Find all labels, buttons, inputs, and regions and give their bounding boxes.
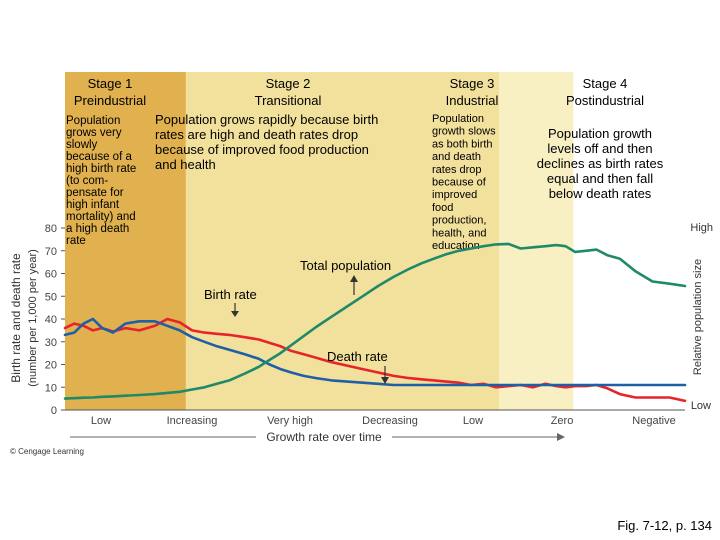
stage-2-subtitle: Transitional xyxy=(254,93,322,108)
stage-1-name: Stage 1 xyxy=(87,76,133,91)
stage-3-description-line: rates drop xyxy=(432,163,482,176)
stage-3-description-line: production, xyxy=(432,214,487,227)
stage-1-description-line: high infant xyxy=(66,199,120,211)
right-axis-low-label: Low xyxy=(690,400,711,412)
stage-1-description-line: (to com- xyxy=(66,175,109,187)
stage-4-description-line: below death rates xyxy=(548,186,652,201)
stage-3-description-line: growth slows xyxy=(432,125,496,138)
y-tick-label: 10 xyxy=(44,382,57,395)
stage-2-name: Stage 2 xyxy=(265,76,311,91)
x-category-label: Increasing xyxy=(166,415,218,427)
y-tick-label: 60 xyxy=(44,268,57,281)
stage-4-subtitle: Postindustrial xyxy=(565,93,645,108)
stage-3-description-line: Population xyxy=(432,113,484,125)
annotation-total-population: Total population xyxy=(300,258,392,273)
y-tick-label: 30 xyxy=(44,336,57,349)
annotation-death-rate: Death rate xyxy=(327,349,388,364)
y-tick-label: 40 xyxy=(44,314,57,326)
stage-1-description-line: because of a xyxy=(66,151,132,163)
stage-3-description-line: as both birth xyxy=(432,138,493,151)
stage-4-name: Stage 4 xyxy=(582,76,628,91)
stage-2-description-line: and health xyxy=(155,157,216,172)
x-category-label: Very high xyxy=(267,415,313,427)
stage-3-description-line: education xyxy=(432,240,480,252)
stage-1-description-line: slowly xyxy=(66,139,98,151)
y-tick-label: 70 xyxy=(44,245,57,258)
stage-4-description-line: declines as birth rates xyxy=(536,156,664,171)
y-tick-label: 0 xyxy=(50,405,57,417)
stage-4-description-line: levels off and then xyxy=(547,141,653,156)
figure-caption: Fig. 7-12, p. 134 xyxy=(617,518,712,533)
x-category-label: Low xyxy=(90,415,112,427)
stage-band-3 xyxy=(499,72,573,410)
right-axis-high-label: High xyxy=(690,222,713,234)
stage-4-description-line: Population growth xyxy=(547,126,653,141)
x-axis-arrowhead xyxy=(557,433,565,441)
annotation-birth-rate: Birth rate xyxy=(204,287,257,302)
stage-3-description-line: and death xyxy=(432,151,481,164)
stage-1-description-line: rate xyxy=(66,235,86,247)
right-axis-label: Relative population size xyxy=(692,258,704,376)
y-tick-label: 80 xyxy=(44,223,57,235)
stage-2-description-line: rates are high and death rates drop xyxy=(155,127,359,142)
stage-1-description-line: grows very xyxy=(66,127,122,139)
stage-band-4 xyxy=(573,72,685,410)
y-axis-label-line-2: (number per 1,000 per year) xyxy=(27,249,39,387)
stage-2-description-line: because of improved food production xyxy=(155,142,369,157)
stage-2-description-line: Population grows rapidly because birth xyxy=(155,112,379,127)
credit-text: © Cengage Learning xyxy=(10,447,84,456)
stage-4-description-line: equal and then fall xyxy=(546,171,654,186)
stage-1-subtitle: Preindustrial xyxy=(73,93,147,108)
stage-3-description-line: health, and xyxy=(432,227,487,240)
stage-1-description-line: mortality) and xyxy=(66,211,136,223)
stage-3-name: Stage 3 xyxy=(449,76,495,91)
stage-3-description-line: improved xyxy=(432,189,478,202)
x-category-label: Decreasing xyxy=(362,415,418,427)
y-tick-label: 50 xyxy=(44,291,57,304)
stage-1-description-line: Population xyxy=(66,115,121,127)
x-axis-title: Growth rate over time xyxy=(266,430,382,444)
y-tick-label: 20 xyxy=(44,359,57,372)
stage-1-description-line: a high death xyxy=(66,223,130,235)
stage-3-subtitle: Industrial xyxy=(445,93,499,108)
stage-3-description-line: because of xyxy=(432,176,486,189)
stage-1-description-line: high birth rate xyxy=(66,163,137,175)
y-axis-label-line-1: Birth rate and death rate xyxy=(9,253,23,383)
x-category-label: Zero xyxy=(550,415,574,427)
x-category-label: Negative xyxy=(632,415,676,427)
x-category-label: Low xyxy=(462,415,484,427)
stage-1-description-line: pensate for xyxy=(66,187,124,199)
stage-3-description-line: food xyxy=(432,201,454,214)
